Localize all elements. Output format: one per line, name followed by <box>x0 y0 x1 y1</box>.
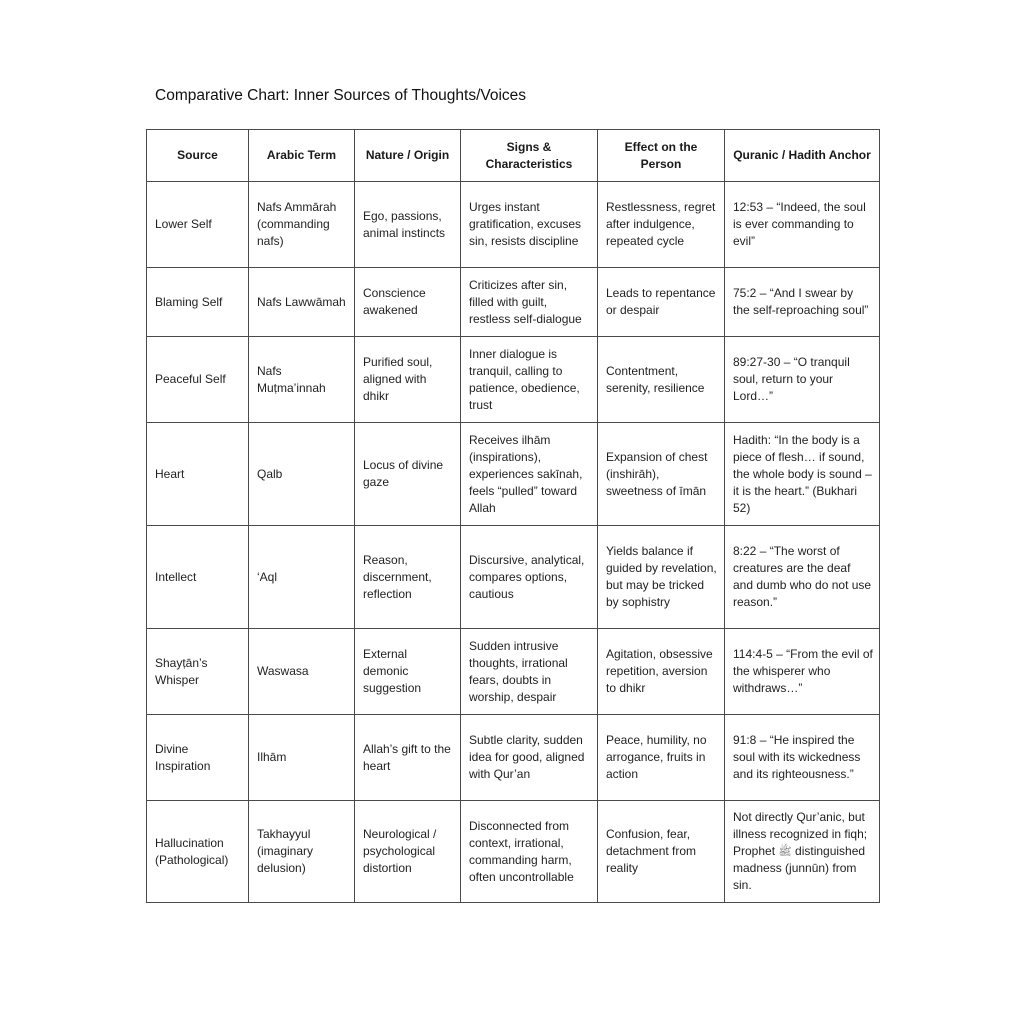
header-quranic-hadith-anchor: Quranic / Hadith Anchor <box>725 130 880 182</box>
cell-effect: Agitation, obsessive repetition, aversion to dhikr <box>598 629 725 715</box>
cell-signs: Urges instant gratification, excuses sin, resists discipline <box>461 182 598 268</box>
cell-source: Intellect <box>147 526 249 629</box>
cell-signs: Receives ilhām (inspirations), experiences sakīnah, feels “pulled” toward Allah <box>461 423 598 526</box>
table-row <box>147 423 880 526</box>
cell-source: Heart <box>147 423 249 526</box>
cell-source: Shayṭān’s Whisper <box>147 629 249 715</box>
cell-effect: Confusion, fear, detachment from reality <box>598 801 725 903</box>
cell-nature: Neurological / psychological distortion <box>355 801 461 903</box>
table-row <box>147 526 880 629</box>
header-nature-origin: Nature / Origin <box>355 130 461 182</box>
cell-arabic-term: Nafs Muṭma’innah <box>249 337 355 423</box>
cell-signs: Criticizes after sin, filled with guilt, restless self-dialogue <box>461 268 598 337</box>
cell-source: Lower Self <box>147 182 249 268</box>
cell-anchor: 89:27-30 – “O tranquil soul, return to your Lord…” <box>725 337 880 423</box>
cell-signs: Disconnected from context, irrational, commanding harm, often uncontrollable <box>461 801 598 903</box>
cell-effect: Expansion of chest (inshirāh), sweetness of īmān <box>598 423 725 526</box>
cell-source: Blaming Self <box>147 268 249 337</box>
cell-arabic-term: Nafs Ammārah (commanding nafs) <box>249 182 355 268</box>
header-source: Source <box>147 130 249 182</box>
cell-anchor <box>725 801 880 903</box>
cell-anchor: Hadith: “In the body is a piece of flesh… if sound, the whole body is sound – it is the heart.” (Bukhari 52) <box>725 423 880 526</box>
anchor-text-before: Not directly Qur’anic, but illness recognized in fiqh; Prophet <box>733 810 868 858</box>
cell-effect: Restlessness, regret after indulgence, repeated cycle <box>598 182 725 268</box>
table-header-row <box>147 130 880 182</box>
cell-nature: Allah’s gift to the heart <box>355 715 461 801</box>
salawat-symbol-icon: ﷺ <box>778 846 792 858</box>
cell-anchor: 8:22 – “The worst of creatures are the deaf and dumb who do not use reason.” <box>725 526 880 629</box>
cell-signs: Subtle clarity, sudden idea for good, aligned with Qur’an <box>461 715 598 801</box>
anchor-text-after: distinguished madness (junnūn) from sin. <box>733 844 866 892</box>
cell-arabic-term: ‘Aql <box>249 526 355 629</box>
header-signs-characteristics: Signs & Characteristics <box>461 130 598 182</box>
cell-effect: Yields balance if guided by revelation, but may be tricked by sophistry <box>598 526 725 629</box>
document-title: Comparative Chart: Inner Sources of Thoughts/Voices <box>155 87 527 104</box>
table-row <box>147 337 880 423</box>
cell-signs: Discursive, analytical, compares options, cautious <box>461 526 598 629</box>
table-row <box>147 268 880 337</box>
cell-signs: Inner dialogue is tranquil, calling to patience, obedience, trust <box>461 337 598 423</box>
table-row <box>147 182 880 268</box>
cell-nature: Locus of divine gaze <box>355 423 461 526</box>
cell-anchor: 114:4-5 – “From the evil of the whisperer who withdraws…” <box>725 629 880 715</box>
cell-source: Peaceful Self <box>147 337 249 423</box>
table-row <box>147 801 880 903</box>
cell-arabic-term: Takhayyul (imaginary delusion) <box>249 801 355 903</box>
cell-anchor: 75:2 – “And I swear by the self-reproaching soul” <box>725 268 880 337</box>
cell-nature: Reason, discernment, reflection <box>355 526 461 629</box>
cell-arabic-term: Nafs Lawwāmah <box>249 268 355 337</box>
header-arabic-term: Arabic Term <box>249 130 355 182</box>
comparative-chart-table <box>146 129 880 903</box>
cell-nature: Conscience awakened <box>355 268 461 337</box>
cell-anchor: 12:53 – “Indeed, the soul is ever commanding to evil” <box>725 182 880 268</box>
cell-nature: Purified soul, aligned with dhikr <box>355 337 461 423</box>
cell-nature: External demonic suggestion <box>355 629 461 715</box>
cell-anchor: 91:8 – “He inspired the soul with its wickedness and its righteousness.” <box>725 715 880 801</box>
table-row <box>147 715 880 801</box>
cell-effect: Leads to repentance or despair <box>598 268 725 337</box>
cell-nature: Ego, passions, animal instincts <box>355 182 461 268</box>
cell-source: Hallucination (Pathological) <box>147 801 249 903</box>
cell-arabic-term: Waswasa <box>249 629 355 715</box>
cell-arabic-term: Ilhām <box>249 715 355 801</box>
header-effect-on-person: Effect on the Person <box>598 130 725 182</box>
cell-source: Divine Inspiration <box>147 715 249 801</box>
table-row <box>147 629 880 715</box>
cell-arabic-term: Qalb <box>249 423 355 526</box>
cell-effect: Peace, humility, no arrogance, fruits in action <box>598 715 725 801</box>
cell-signs: Sudden intrusive thoughts, irrational fears, doubts in worship, despair <box>461 629 598 715</box>
cell-effect: Contentment, serenity, resilience <box>598 337 725 423</box>
